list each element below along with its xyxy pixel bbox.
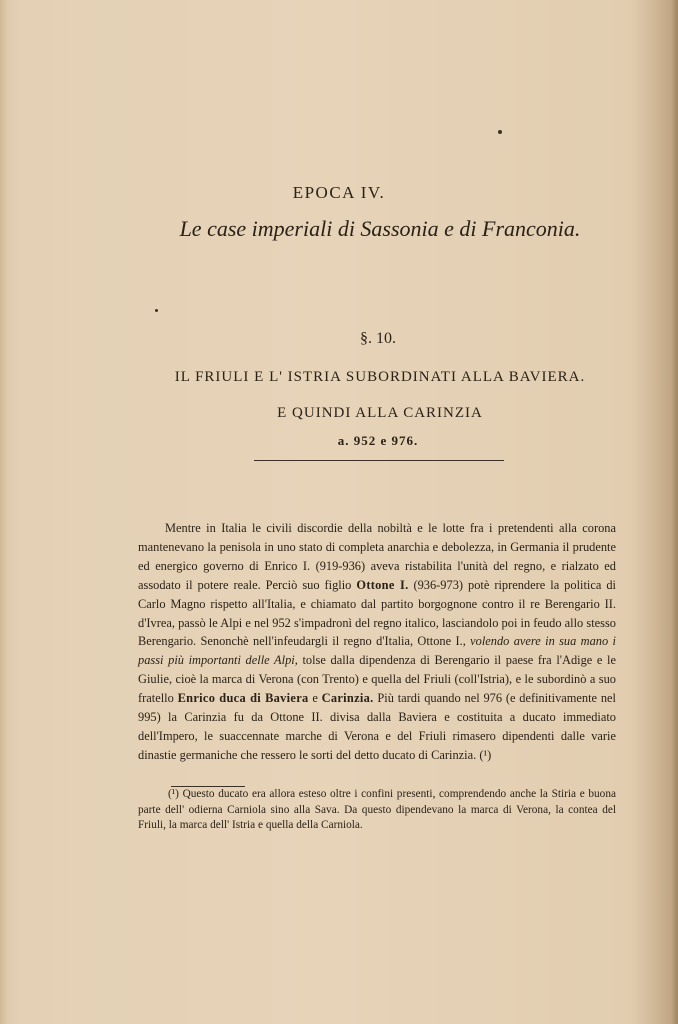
footnote-reference: (¹) bbox=[479, 747, 492, 762]
section-title-line-1: IL FRIULI E L' ISTRIA SUBORDINATI ALLA BAVIERA. bbox=[174, 369, 586, 385]
epoch-heading: EPOCA IV. bbox=[292, 183, 386, 202]
heading-divider bbox=[254, 460, 504, 461]
body-text-run: (936-973) potè riprendere la politica di Carlo Magno rispetto all'Italia, e chiamato dal partito borgognone contro il re Berengario II. d'Ivrea, passò le Alpi e nel 952 s'impadronì del regno italico, lasciandolo poi in feudo allo stesso Berengario. Senonchè nell'infeudargli il regno d'Italia, Ottone I., bbox=[138, 577, 616, 649]
bold-name-ottone: Ottone I. bbox=[356, 577, 409, 592]
paper-speck bbox=[155, 309, 158, 312]
italic-quote: volendo avere in sua mano i passi più importanti delle Alpi, bbox=[138, 634, 616, 668]
footnote-text: Questo ducato era allora esteso oltre i confini presenti, comprendendo anche la Stiria e buona parte dell' odierna Carniola sino alla Sava. Da questo dipendevano la marca di Verona, la contea del Friuli, la marca dell' Istria e quella della Carniola. bbox=[138, 788, 616, 832]
body-paragraph bbox=[138, 519, 616, 765]
footnote bbox=[138, 787, 616, 834]
bold-name-enrico: Enrico duca di Baviera bbox=[177, 691, 309, 706]
section-number: §. 10. bbox=[360, 330, 396, 347]
bold-name-carinzia: Carinzia. bbox=[321, 691, 374, 706]
section-dates: a. 952 e 976. bbox=[337, 433, 419, 448]
body-text-run: e bbox=[308, 691, 322, 706]
page-right-edge bbox=[670, 0, 678, 1024]
body-text-run: tolse dalla dipendenza di Berengario il paese fra l'Adige e le Giulie, cioè la marca di Verona (con Trento) e quella del Friuli (coll'Istria), e le subordinò a suo fratello bbox=[138, 653, 616, 706]
paper-speck bbox=[498, 130, 502, 134]
page-left-edge bbox=[0, 0, 8, 1024]
body-text-run: Più tardi quando nel 976 (e definitivamente nel 995) la Carinzia fu da Ottone II. divisa dalla Baviera e costituita a ducato immediato dell'Impero, le suaccennate marche di Verona e del Friuli rimasero dipendenti dalle varie dinastie germaniche che ressero le sorti del detto ducato di Carinzia. bbox=[138, 691, 616, 762]
section-title-line-2: E QUINDI ALLA CARINZIA bbox=[277, 405, 483, 421]
footnote-marker: (¹) bbox=[168, 788, 179, 800]
body-text-run: Mentre in Italia le civili discordie della nobiltà e le lotte fra i pretendenti alla corona mantenevano la penisola in uno stato di completa anarchia e debolezza, in Germania il prudente ed energico governo di Enrico I. (919-936) aveva ristabilita l'unità del regno, e rialzato ed assodato il potere reale. Perciò suo figlio bbox=[138, 521, 616, 592]
chapter-subtitle: Le case imperiali di Sassonia e di Franconia. bbox=[179, 216, 581, 241]
